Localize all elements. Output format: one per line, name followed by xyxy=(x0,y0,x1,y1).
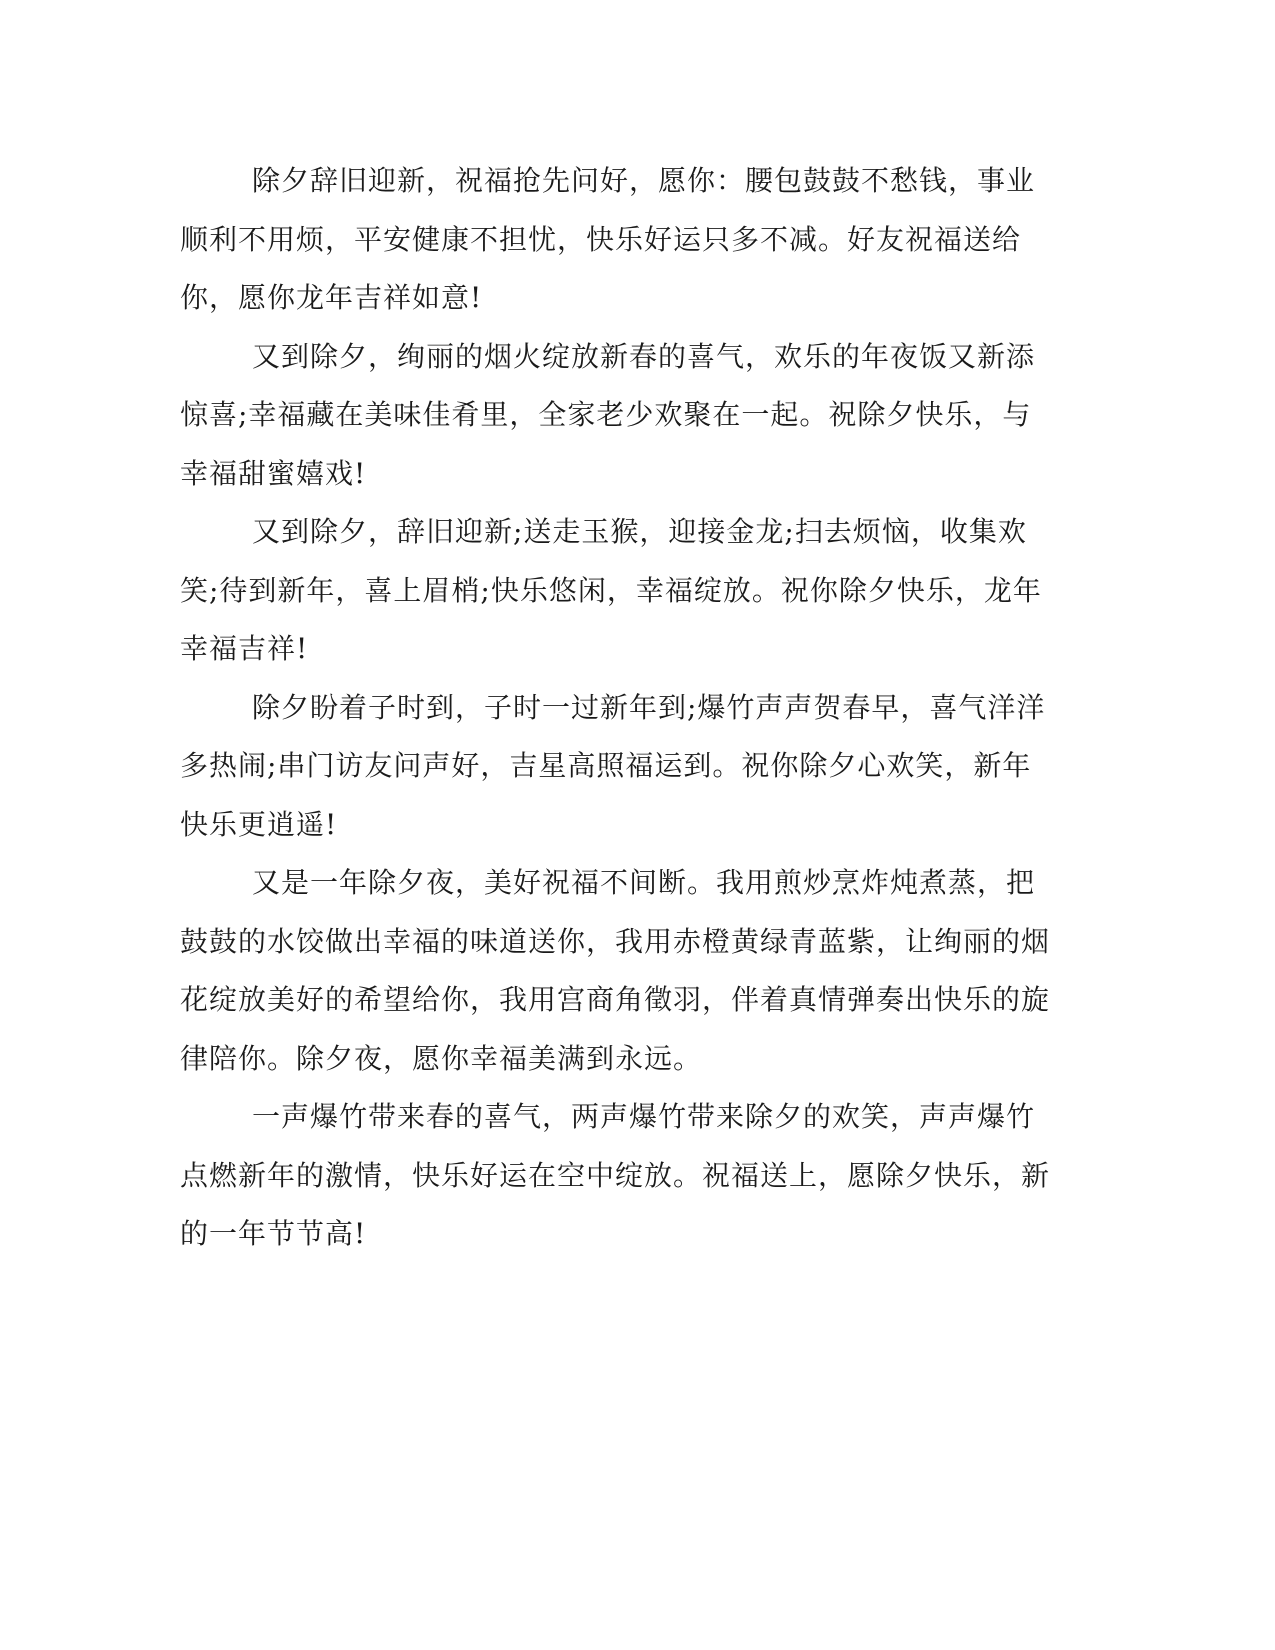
paragraph: 除夕盼着子时到，子时一过新年到;爆竹声声贺春早，喜气洋洋多热闹;串门访友问声好，吉星高照福运到。祝你除夕心欢笑，新年快乐更逍遥! xyxy=(180,690,1046,841)
paragraph: 又到除夕，辞旧迎新;送走玉猴，迎接金龙;扫去烦恼，收集欢笑;待到新年，喜上眉梢;快乐悠闲，幸福绽放。祝你除夕快乐，龙年幸福吉祥! xyxy=(180,515,1042,665)
paragraph: 又是一年除夕夜，美好祝福不间断。我用煎炒烹炸炖煮蒸，把鼓鼓的水饺做出幸福的味道送你，我用赤橙黄绿青蓝紫，让绚丽的烟花绽放美好的希望给你，我用宫商角徵羽，伴着真情弹奏出快乐的旋律陪你。除夕夜，愿你幸福美满到永远。 xyxy=(180,866,1051,1075)
paragraph: 一声爆竹带来春的喜气，两声爆竹带来除夕的欢笑，声声爆竹点燃新年的激情，快乐好运在空中绽放。祝福送上，愿除夕快乐，新的一年节节高! xyxy=(180,1100,1051,1250)
paragraph: 除夕辞旧迎新，祝福抢先问好，愿你：腰包鼓鼓不愁钱，事业顺利不用烦，平安健康不担忧，快乐好运只多不减。好友祝福送给你，愿你龙年吉祥如意! xyxy=(180,164,1036,314)
paragraph: 又到除夕，绚丽的烟火绽放新春的喜气，欢乐的年夜饭又新添惊喜;幸福藏在美味佳肴里，全家老少欢聚在一起。祝除夕快乐，与幸福甜蜜嬉戏! xyxy=(180,339,1036,490)
document-body xyxy=(180,152,1050,1264)
